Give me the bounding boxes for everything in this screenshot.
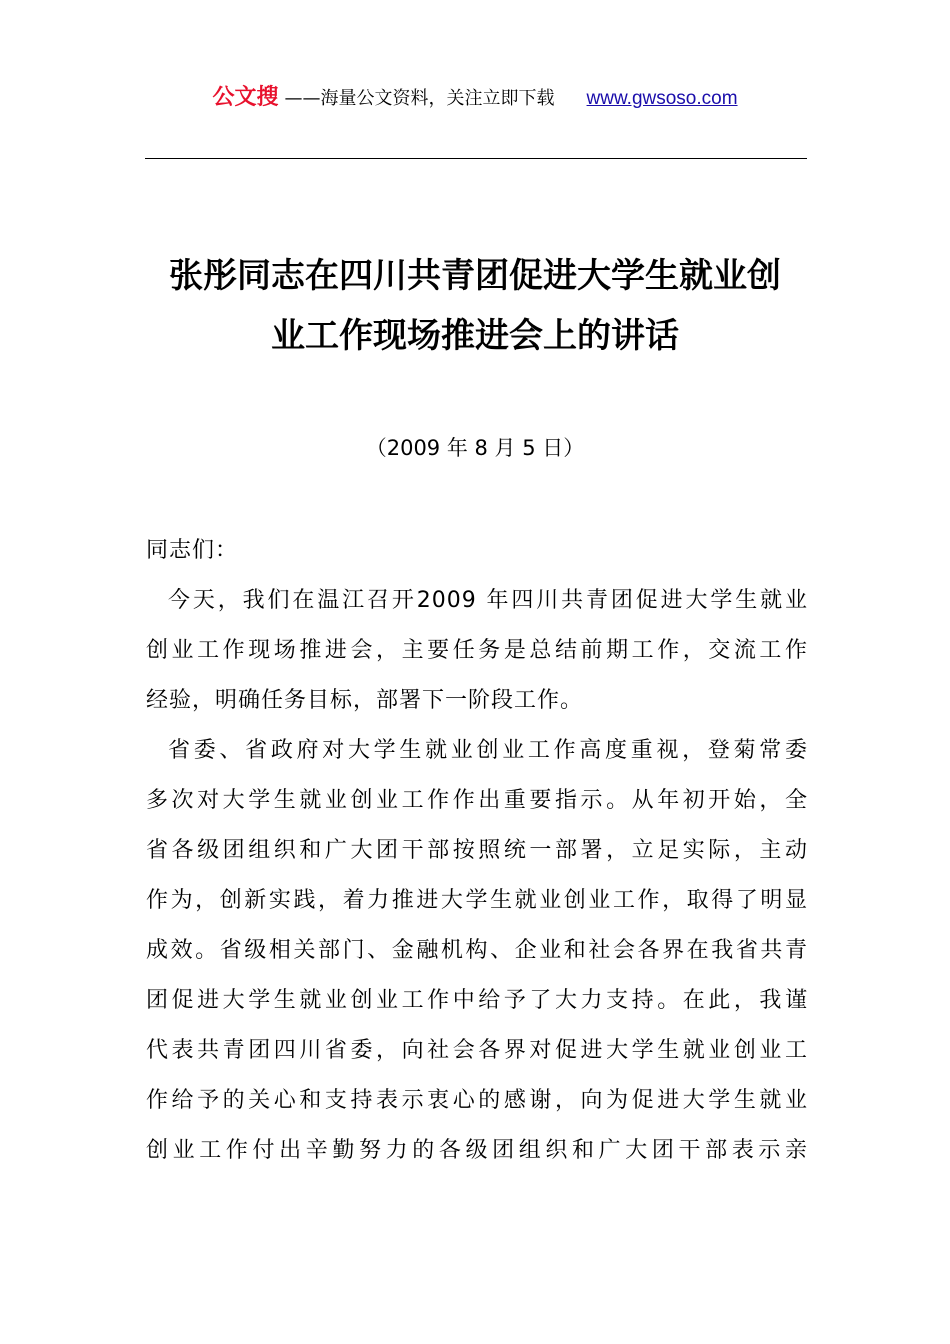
document-body	[146, 530, 808, 1180]
header-slogan: ——海量公文资料，关注立即下载	[284, 88, 555, 109]
document-date: （2009 年 8 月 5 日）	[365, 436, 585, 460]
body-line: 今天，我们在温江召开2009 年四川共青团促进大学生就业	[168, 588, 808, 613]
document-title	[120, 246, 830, 366]
body-line: 多次对大学生就业创业工作作出重要指示。从年初开始，全	[146, 788, 808, 813]
salutation: 同志们：	[146, 538, 239, 563]
header-divider	[145, 158, 807, 159]
title-line-2: 业工作现场推进会上的讲话	[271, 316, 679, 356]
body-line: 作给予的关心和支持表示衷心的感谢，向为促进大学生就业	[146, 1088, 808, 1113]
body-line: 代表共青团四川省委，向社会各界对促进大学生就业创业工	[146, 1038, 808, 1063]
brand-name: 公文搜	[212, 85, 279, 110]
body-line: 创业工作付出辛勤努力的各级团组织和广大团干部表示亲	[146, 1138, 808, 1163]
body-line: 作为，创新实践，着力推进大学生就业创业工作，取得了明显	[146, 888, 808, 913]
body-line: 创业工作现场推进会，主要任务是总结前期工作，交流工作	[146, 638, 808, 663]
body-line: 团促进大学生就业创业工作中给予了大力支持。在此，我谨	[146, 988, 808, 1013]
website-link[interactable]: www.gwsoso.com	[586, 88, 738, 109]
body-line: 省委、省政府对大学生就业创业工作高度重视，登菊常委	[168, 738, 808, 763]
body-line: 成效。省级相关部门、金融机构、企业和社会各界在我省共青	[146, 938, 808, 963]
document-header	[0, 84, 950, 113]
body-line: 省各级团组织和广大团干部按照统一部署，立足实际，主动	[146, 838, 808, 863]
title-line-1: 张彤同志在四川共青团促进大学生就业创	[169, 256, 781, 296]
body-line: 经验，明确任务目标，部署下一阶段工作。	[146, 688, 584, 713]
